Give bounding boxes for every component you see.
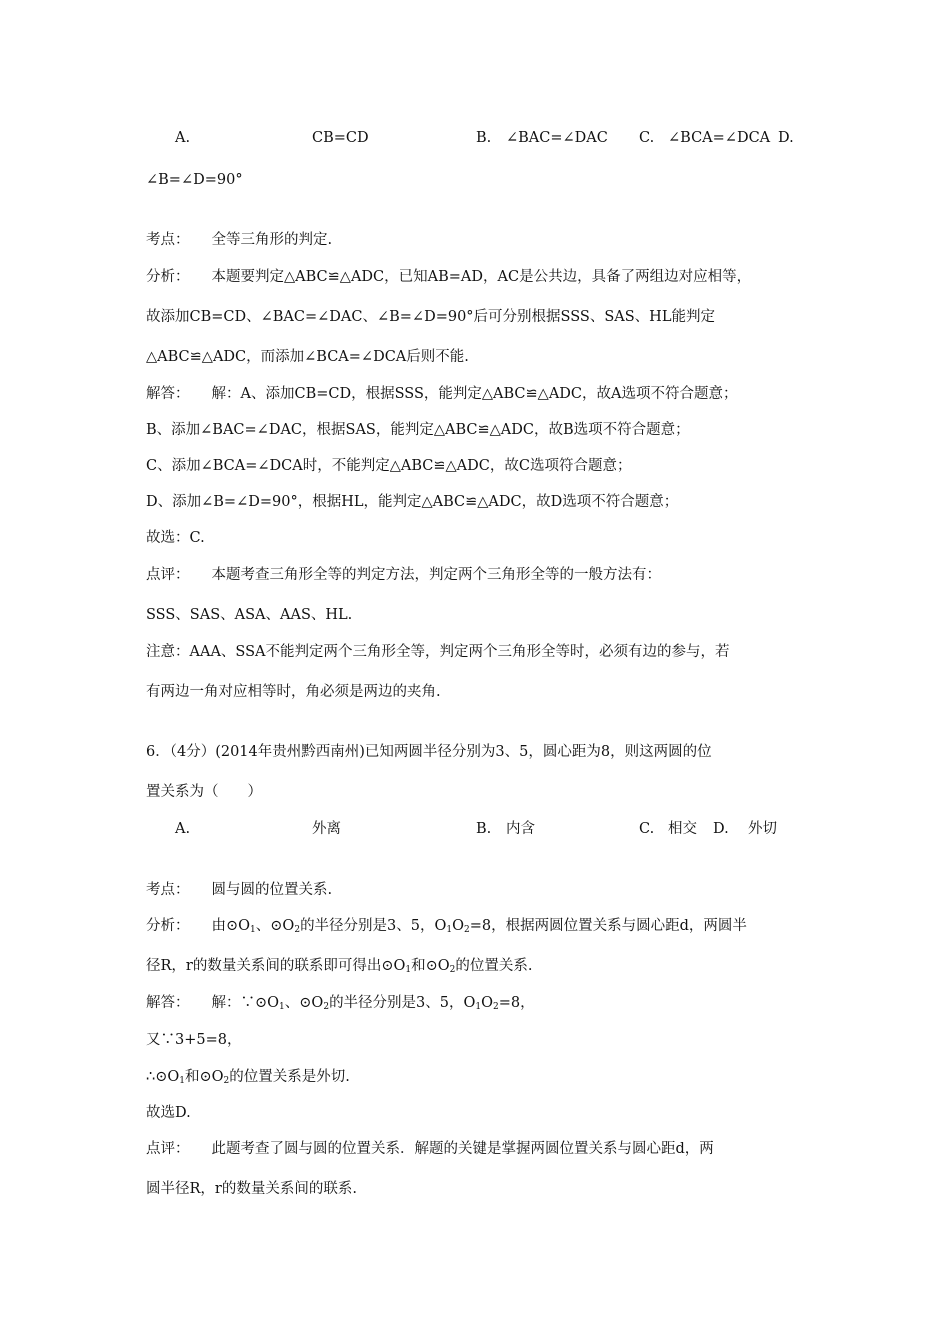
q6-jieda-line4: 故选D. (146, 1105, 191, 1121)
q6-jieda-line2: 又∵3+5=8， (146, 1032, 242, 1048)
q6-fenxi-line1-a: 由⊙O (211, 918, 251, 934)
q5-dianping (146, 565, 661, 585)
q5-option-a-text: CB=CD (312, 130, 369, 146)
q6-fenxi-line2-c: 的位置关系. (455, 958, 533, 974)
q6-option-a-text: 外离 (312, 821, 341, 837)
subscript-2: 2 (323, 1002, 330, 1012)
subscript-1: 1 (446, 925, 453, 935)
q5-dianping-label: 点评： (146, 567, 190, 583)
q5-kaodian-text: 全等三角形的判定. (211, 232, 333, 248)
q5-jieda-line2: B、添加∠BAC=∠DAC，根据SAS，能判定△ABC≌△ADC，故B选项不符合题意； (146, 422, 690, 438)
q5-jieda-line1: 解：A、添加CB=CD，根据SSS，能判定△ABC≌△ADC，故A选项不符合题意； (211, 386, 738, 402)
q5-jieda (146, 384, 737, 404)
q6-fenxi-line1-e: =8，根据两圆位置关系与圆心距d，两圆半 (469, 918, 747, 934)
q6-fenxi-line2-a: 径R，r的数量关系间的联系即可得出⊙O (146, 958, 406, 974)
q6-jieda-line1-d: O (481, 995, 494, 1011)
q6-fenxi-line1-b: 、⊙O (255, 918, 295, 934)
q6-kaodian-text: 圆与圆的位置关系. (211, 882, 333, 898)
q5-kaodian-label: 考点： (146, 232, 190, 248)
q5-fenxi-line3: △ABC≌△ADC，而添加∠BCA=∠DCA后则不能. (146, 349, 469, 365)
q5-jieda-label: 解答： (146, 386, 190, 402)
q6-jieda-line1-c: 的半径分别是3、5，O (329, 995, 476, 1011)
q6-jieda-line1-b: 、⊙O (284, 995, 324, 1011)
q6-option-b-text: 内含 (506, 821, 535, 837)
subscript-1: 1 (475, 1002, 482, 1012)
q5-fenxi (146, 267, 751, 287)
q5-dianping-line2: SSS、SAS、ASA、AAS、HL. (146, 607, 353, 623)
subscript-1: 1 (279, 1002, 285, 1012)
subscript-2: 2 (294, 925, 301, 935)
q6-fenxi-line1-d: O (452, 918, 465, 934)
q6-jieda-line3-c: 的位置关系是外切. (229, 1069, 350, 1085)
subscript-2: 2 (449, 965, 456, 975)
subscript-1: 1 (179, 1076, 185, 1086)
q5-fenxi-label: 分析： (146, 269, 190, 285)
q5-jieda-line3: C、添加∠BCA=∠DCA时，不能判定△ABC≌△ADC，故C选项符合题意； (146, 458, 632, 474)
q5-jieda-line5: 故选：C. (146, 530, 205, 546)
q6-jieda-line3 (146, 1067, 350, 1091)
q5-jieda-line4: D、添加∠B=∠D=90°，根据HL，能判定△ABC≌△ADC，故D选项不符合题意； (146, 494, 679, 510)
subscript-1: 1 (250, 925, 256, 935)
q5-fenxi-line2: 故添加CB=CD、∠BAC=∠DAC、∠B=∠D=90°后可分别根据SSS、SAS、HL能判定 (146, 309, 715, 325)
q6-fenxi (146, 916, 747, 940)
q5-option-b-letter: B. (476, 130, 492, 146)
q5-kaodian (146, 230, 332, 250)
q5-option-c-letter: C. (639, 130, 655, 146)
q6-dianping (146, 1139, 714, 1159)
q6-kaodian-label: 考点： (146, 882, 190, 898)
q5-option-d-text: ∠B=∠D=90° (146, 172, 243, 188)
q6-option-d-text: 外切 (748, 821, 777, 837)
q6-dianping-line2: 圆半径R，r的数量关系间的联系. (146, 1181, 357, 1197)
subscript-2: 2 (493, 1002, 499, 1012)
q6-fenxi-label: 分析： (146, 918, 190, 934)
q6-option-c-text: 相交 (668, 821, 697, 837)
q6-jieda-line1-e: =8， (498, 995, 535, 1011)
q5-option-d-letter: D. (778, 130, 794, 146)
q5-dianping-line1: 本题考查三角形全等的判定方法，判定两个三角形全等的一般方法有： (211, 567, 661, 583)
q6-jieda-line3-b: 和⊙O (185, 1069, 224, 1085)
subscript-1: 1 (405, 965, 412, 975)
q6-stem-line2: 置关系为（ ） (146, 784, 262, 800)
q5-option-b-text: ∠BAC=∠DAC (506, 130, 608, 146)
q5-fenxi-line1: 本题要判定△ABC≌△ADC，已知AB=AD，AC是公共边，具备了两组边对应相等， (211, 269, 752, 285)
q6-option-c-letter: C. (639, 821, 655, 837)
q6-option-a-letter: A. (175, 821, 191, 837)
q6-kaodian (146, 880, 332, 900)
subscript-2: 2 (464, 925, 470, 935)
q6-jieda (146, 993, 535, 1017)
q6-jieda-line3-a: ∴⊙O (146, 1069, 180, 1085)
q5-option-a-letter: A. (175, 130, 191, 146)
subscript-2: 2 (223, 1076, 230, 1086)
q6-jieda-line1-a: 解：∵⊙O (211, 995, 280, 1011)
q6-fenxi-line1-c: 的半径分别是3、5，O (300, 918, 447, 934)
q6-dianping-line1: 此题考查了圆与圆的位置关系．解题的关键是掌握两圆位置关系与圆心距d，两 (211, 1141, 714, 1157)
q6-fenxi-line2-b: 和⊙O (411, 958, 450, 974)
q6-option-d-letter: D. (713, 821, 729, 837)
q6-fenxi-line2 (146, 956, 533, 980)
q5-dianping-line4: 有两边一角对应相等时，角必须是两边的夹角. (146, 684, 441, 700)
q6-option-b-letter: B. (476, 821, 492, 837)
q6-jieda-label: 解答： (146, 995, 190, 1011)
q5-option-c-text: ∠BCA=∠DCA (668, 130, 771, 146)
q6-stem-line1: 6．（4分）(2014年贵州黔西南州)已知两圆半径分别为3、5，圆心距为8，则这两圆的位 (146, 744, 712, 760)
q6-dianping-label: 点评： (146, 1141, 190, 1157)
q5-dianping-line3: 注意：AAA、SSA不能判定两个三角形全等，判定两个三角形全等时，必须有边的参与，若 (146, 644, 730, 660)
